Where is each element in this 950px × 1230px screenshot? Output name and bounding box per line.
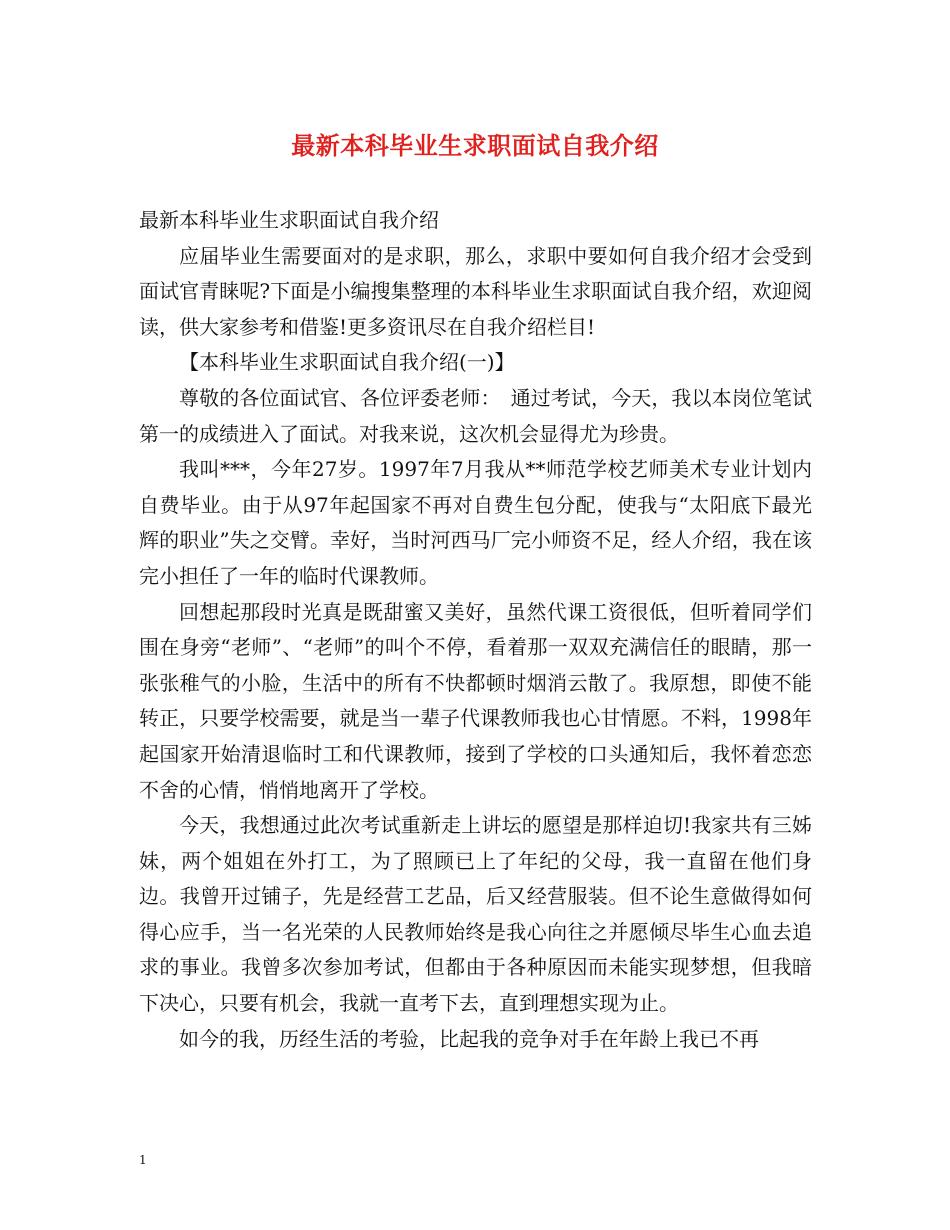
paragraph: 我叫***，今年27岁。1997年7月我从**师范学校艺师美术专业计划内自费毕业。由于从97年起国家不再对自费生包分配，使我与“太阳底下最光辉的职业”失之交臂。幸好，当时河西马厂完小师资不足，经人介绍，我在该完小担任了一年的临时代课教师。 [139, 457, 812, 588]
document-title: 最新本科毕业生求职面试自我介绍 [291, 132, 659, 160]
section-heading: 【本科毕业生求职面试自我介绍(一)】 [179, 350, 515, 375]
paragraph: 尊敬的各位面试官、各位评委老师： 通过考试，今天，我以本岗位笔试第一的成绩进入了面试。对我来说，这次机会显得尤为珍贵。 [139, 385, 812, 446]
paragraph: 回想起那段时光真是既甜蜜又美好，虽然代课工资很低，但听着同学们围在身旁“老师”、“老师”的叫个不停，看着那一双双充满信任的眼睛，那一张张稚气的小脸，生活中的所有不快都顿时烟消云散了。我原想，即使不能转正，只要学校需要，就是当一辈子代课教师我也心甘情愿。不料，1998年起国家开始清退临时工和代课教师，接到了学校的口头通知后，我怀着恋恋不舍的心情，悄悄地离开了学校。 [139, 599, 812, 802]
page-number: 1 [139, 1153, 147, 1167]
paragraph-intro: 应届毕业生需要面对的是求职，那么，求职中要如何自我介绍才会受到面试官青睐呢?下面是小编搜集整理的本科毕业生求职面试自我介绍，欢迎阅读，供大家参考和借鉴!更多资讯尽在自我介绍栏目! [139, 243, 812, 339]
paragraph: 如今的我，历经生活的考验，比起我的竞争对手在年龄上我已不再 [179, 1026, 759, 1051]
paragraph: 今天，我想通过此次考试重新走上讲坛的愿望是那样迫切!我家共有三姊妹，两个姐姐在外打工，为了照顾已上了年纪的父母，我一直留在他们身边。我曾开过铺子，先是经营工艺品，后又经营服装。但不论生意做得如何得心应手，当一名光荣的人民教师始终是我心向往之并愿倾尽毕生心血去追求的事业。我曾多次参加考试，但都由于各种原因而未能实现梦想，但我暗下决心，只要有机会，我就一直考下去，直到理想实现为止。 [139, 813, 812, 1016]
paragraph-heading: 最新本科毕业生求职面试自我介绍 [139, 208, 439, 232]
document-body [139, 203, 812, 1057]
